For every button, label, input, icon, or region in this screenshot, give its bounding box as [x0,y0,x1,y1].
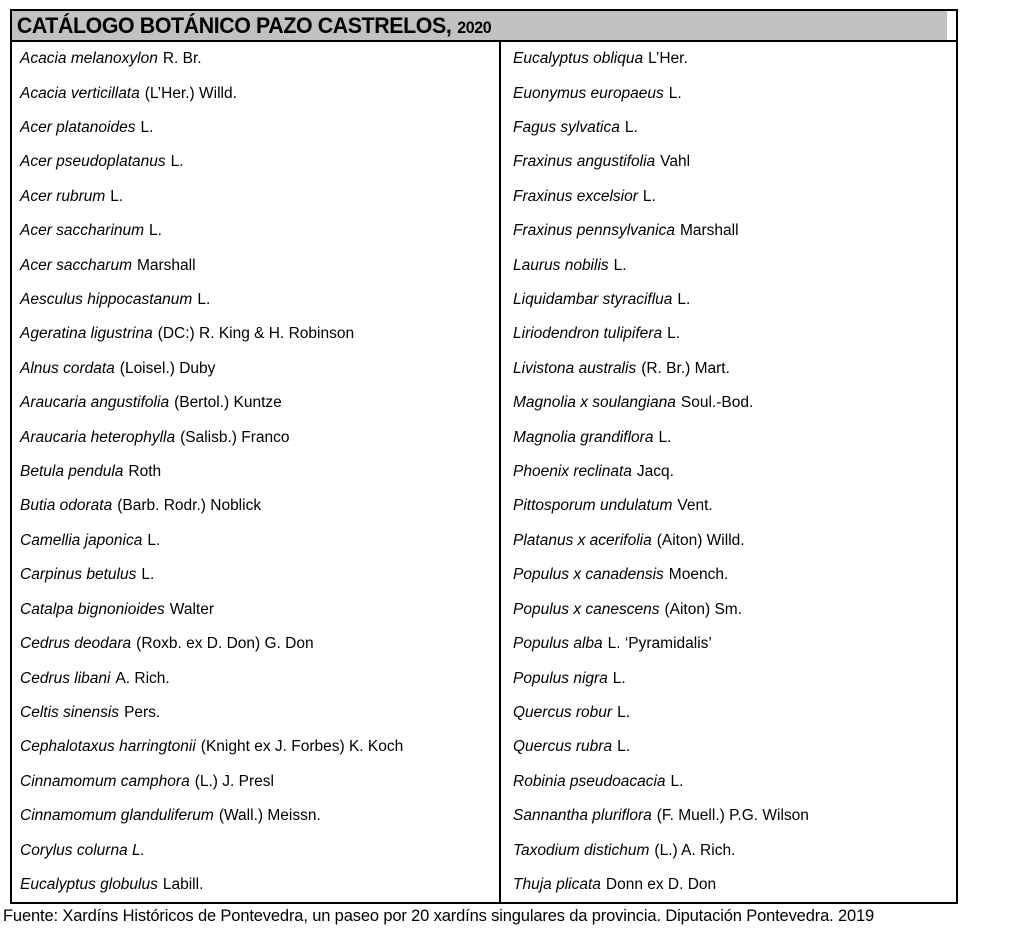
species-row [501,283,956,317]
species-name: Populus nigra [513,669,608,687]
species-name: Populus alba [513,635,603,653]
page-title [12,12,492,38]
author-citation: Soul.-Bod. [680,394,754,412]
species-row [501,524,956,558]
species-row [12,283,499,317]
species-name: Acer rubrum [20,187,106,205]
author-citation: L. [147,531,161,549]
author-citation: L. [197,291,211,309]
author-citation: L. [141,566,155,584]
species-column-left [12,42,501,902]
author-citation: Vent. [677,497,713,515]
species-name: Cedrus deodara [20,635,132,653]
species-row [501,489,956,523]
species-row [12,317,499,351]
author-citation: Labill. [162,875,204,893]
author-citation: (Roxb. ex D. Don) G. Don [136,635,314,653]
species-name: Taxodium distichum [513,841,650,859]
species-row [501,661,956,695]
species-row [12,524,499,558]
author-citation: L. ‘Pyramidalis’ [607,635,712,653]
species-name: Pittosporum undulatum [513,497,673,515]
species-row [12,696,499,730]
species-name: Platanus x acerifolia [513,531,652,549]
author-citation: (Knight ex J. Forbes) K. Koch [200,738,404,756]
author-citation: Jacq. [636,463,674,481]
species-name: Populus x canadensis [513,566,664,584]
species-name: Fraxinus excelsior [513,187,638,205]
species-row [12,352,499,386]
author-citation: A. Rich. [115,669,170,687]
species-row [12,593,499,627]
species-name: Catalpa bignonioides [20,600,165,618]
species-row [501,868,956,902]
author-citation: L. [658,428,672,446]
species-row [501,558,956,592]
species-name: Fagus sylvatica [513,119,620,137]
species-row [501,593,956,627]
author-citation: Moench. [668,566,729,584]
table-body [12,42,956,902]
species-name: Acacia verticillata [20,84,140,102]
species-name: Acer platanoides [20,119,136,137]
species-name: Cephalotaxus harringtonii [20,738,196,756]
species-name: Betula pendula [20,463,124,481]
species-row [501,696,956,730]
species-row [12,765,499,799]
species-row [501,420,956,454]
author-citation: L. [170,153,184,171]
species-row [501,42,956,76]
species-name: Sannantha pluriflora [513,807,652,825]
author-citation: (L’Her.) Willd. [144,84,237,102]
author-citation: L. [624,119,638,137]
author-citation: (Aiton) Willd. [656,531,745,549]
species-name: Quercus rubra [513,738,613,756]
species-row [501,730,956,764]
species-name: Cedrus libani [20,669,111,687]
species-row [501,627,956,661]
species-row [501,799,956,833]
author-citation: Vahl [660,153,691,171]
species-row [501,111,956,145]
species-name: Eucalyptus obliqua [513,50,644,68]
author-citation: L. [149,222,162,240]
author-citation: (L.) J. Presl [194,772,274,790]
author-citation: L. [140,119,154,137]
species-name: Butia odorata [20,497,113,515]
species-row [501,765,956,799]
species-name: Carpinus betulus [20,566,137,584]
species-name: Robinia pseudoacacia [513,772,666,790]
author-citation: L. [617,738,631,756]
species-row [12,661,499,695]
author-citation: (F. Muell.) P.G. Wilson [656,807,809,825]
species-name: Liriodendron tulipifera [513,325,663,343]
species-name: Eucalyptus globulus [20,875,158,893]
author-citation: Walter [169,600,214,618]
species-row [501,214,956,248]
catalog-table [10,9,958,904]
species-name: Phoenix reclinata [513,463,632,481]
species-row [12,386,499,420]
species-name: Acer pseudoplatanus [20,153,166,171]
page-title-main: CATÁLOGO BOTÁNICO PAZO CASTRELOS, [16,12,452,38]
species-row [12,868,499,902]
author-citation: L. [677,291,691,309]
species-name: Cinnamomum camphora [20,772,190,790]
species-name: Ageratina ligustrina [20,325,153,343]
author-citation: (Salisb.) Franco [180,428,290,446]
author-citation: (Aiton) Sm. [664,600,742,618]
species-name: Laurus nobilis [513,256,609,274]
author-citation: (Loisel.) Duby [119,359,216,377]
species-column-right [501,42,956,902]
author-citation: L. [612,669,626,687]
author-citation: L. [668,84,682,102]
species-name: Livistona australis [513,359,637,377]
species-row [12,833,499,867]
species-name: Euonymus europaeus [513,84,664,102]
species-row [12,180,499,214]
author-citation: Roth [128,463,162,481]
species-name: Thuja plicata [513,875,601,893]
species-row [501,145,956,179]
species-name: Araucaria angustifolia [20,394,170,412]
species-row [501,352,956,386]
author-citation: L. [110,187,124,205]
author-citation: Pers. [124,703,161,721]
species-name: Aesculus hippocastanum [20,291,193,309]
species-row [12,214,499,248]
species-row [501,180,956,214]
species-row [12,248,499,282]
source-footnote: Fuente: Xardíns Históricos de Pontevedra, un paseo por 20 xardíns singulares da provincia. Diputación Pontevedra. 2019 [3,907,875,925]
author-citation: (R. Br.) Mart. [641,359,730,377]
table-header-row [12,11,956,42]
author-citation: L. [670,772,684,790]
species-row [12,489,499,523]
species-name: Araucaria heterophylla [20,428,176,446]
species-name: Populus x canescens [513,600,660,618]
species-row [501,386,956,420]
species-row [12,799,499,833]
species-name: Celtis sinensis [20,703,120,721]
species-row [12,145,499,179]
species-row [12,42,499,76]
species-name: Acer saccharum [20,256,132,274]
author-citation: Marshall [679,222,739,240]
species-name: Magnolia grandiflora [513,428,654,446]
species-row [12,76,499,110]
author-citation: L. [642,187,656,205]
species-name: Liquidambar styraciflua [513,291,673,309]
species-name: Acacia melanoxylon [20,50,158,68]
species-row [12,455,499,489]
author-citation: L. [667,325,681,343]
author-citation: Donn ex D. Don [605,875,717,893]
species-row [501,833,956,867]
species-row [501,248,956,282]
author-citation: (Wall.) Meissn. [218,807,321,825]
species-name: Cinnamomum glanduliferum [20,807,214,825]
author-citation: L. [617,703,631,721]
author-citation: (L.) A. Rich. [654,841,736,859]
author-citation: R. Br. [162,50,202,68]
species-name: Acer saccharinum [20,222,145,240]
author-citation: L’Her. [648,50,688,68]
species-name: Fraxinus pennsylvanica [513,222,675,240]
species-row [12,558,499,592]
species-name: Magnolia x soulangiana [513,394,676,412]
species-name: Corylus colurna L. [20,841,145,859]
species-row [501,317,956,351]
species-name: Camellia japonica [20,531,143,549]
species-name: Fraxinus angustifolia [513,153,656,171]
author-citation: (Bertol.) Kuntze [174,394,282,412]
author-citation: L. [613,256,627,274]
species-row [12,730,499,764]
author-citation: Marshall [136,256,196,274]
species-row [501,76,956,110]
species-row [12,420,499,454]
page-title-year: 2020 [457,18,492,37]
author-citation: (Barb. Rodr.) Noblick [117,497,262,515]
author-citation: (DC:) R. King & H. Robinson [157,325,355,343]
species-name: Quercus robur [513,703,613,721]
species-name: Alnus cordata [20,359,115,377]
species-row [12,627,499,661]
species-row [501,455,956,489]
species-row [12,111,499,145]
